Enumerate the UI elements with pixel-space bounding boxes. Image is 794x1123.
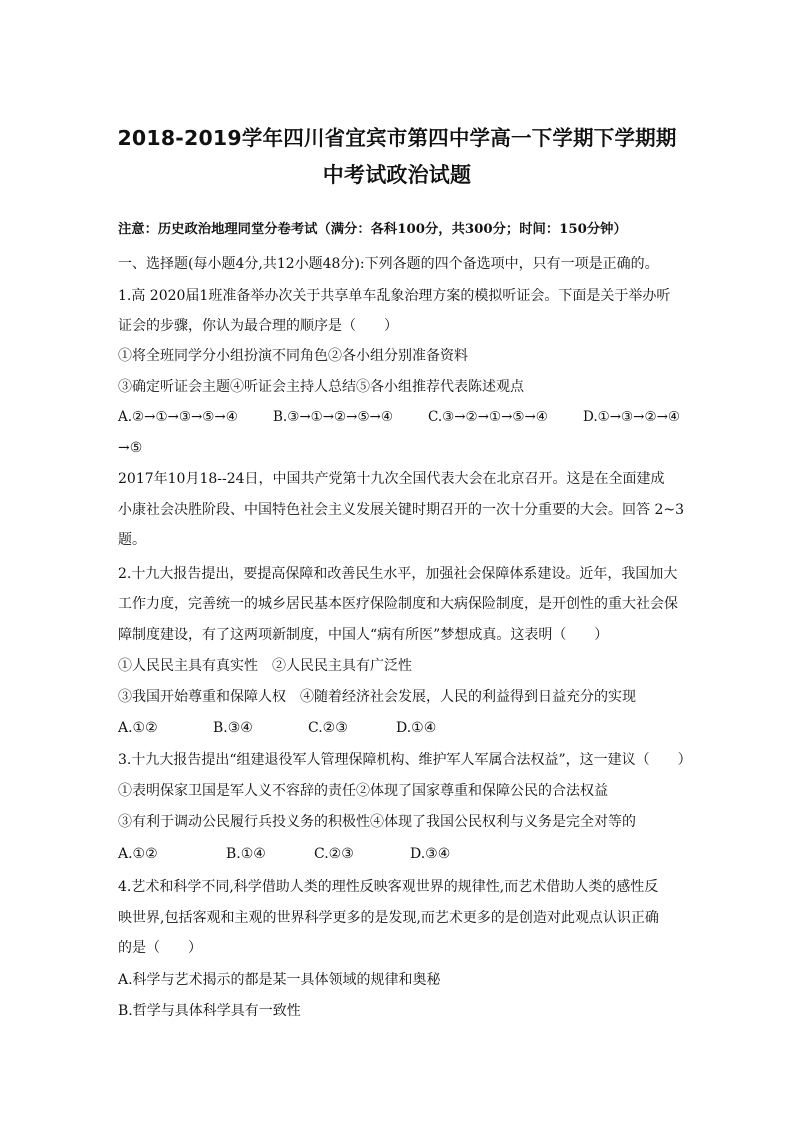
q4-stem-line-1: 4.艺术和科学不同,科学借助人类的理性反映客观世界的规律性,而艺术借助人类的感性反 (118, 879, 659, 895)
page-title-line-2: 中考试政治试题 (322, 163, 472, 187)
q1-item-line-1: ①将全班同学分小组扮演不同角色②各小组分别准备资料 (118, 348, 468, 364)
passage-line-1: 2017年10月18--24日，中国共产党第十九次全国代表大会在北京召开。这是在全面建成 (118, 471, 665, 487)
q3-item-line-1: ①表明保家卫国是军人义不容辞的责任②体现了国家尊重和保障公民的合法权益 (118, 783, 608, 799)
q2-stem-line-2: 工作力度，完善统一的城乡居民基本医疗保险制度和大病保险制度，是开创性的重大社会保 (118, 596, 678, 612)
q1-stem-line-2: 证会的步骤，你认为最合理的顺序是（ ） (118, 318, 398, 334)
q3-option-a: A.①② (118, 846, 158, 862)
q3-option-c: C.②③ (314, 846, 354, 862)
q4-stem-line-2: 映世界,包括客观和主观的世界科学更多的是发现,而艺术更多的是创造对此观点认识正确 (118, 910, 659, 926)
q4-option-a: A.科学与艺术揭示的都是某一具体领域的规律和奥秘 (118, 972, 441, 988)
q1-options (118, 407, 700, 427)
q1-option-a: A.②→①→③→⑤→④ (118, 409, 238, 425)
q1-option-wrap: →⑤ (118, 440, 143, 456)
passage-line-3: 题。 (118, 532, 146, 548)
q1-option-b: B.③→①→②→⑤→④ (273, 409, 393, 425)
exam-note: 注意：历史政治地理同堂分卷考试（满分：各科100分，共300分；时间：150分钟） (118, 222, 627, 237)
q2-option-b: B.③④ (213, 720, 253, 736)
q1-option-c: C.③→②→①→⑤→④ (428, 409, 548, 425)
q2-option-a: A.①② (118, 720, 158, 736)
q1-item-line-2: ③确定听证会主题④听证会主持人总结⑤各小组推荐代表陈述观点 (118, 379, 524, 395)
q4-stem-line-3: 的是（ ） (118, 940, 202, 956)
q3-option-b: B.①④ (226, 846, 266, 862)
q1-option-d: D.①→③→②→④ (583, 409, 680, 425)
q3-option-d: D.③④ (410, 846, 451, 862)
q3-stem-line-1: 3.十九大报告提出“组建退役军人管理保障机构、维护军人军属合法权益”，这一建议（ ） (118, 752, 692, 768)
q3-item-line-2: ③有利于调动公民履行兵投义务的积极性④体现了我国公民权利与义务是完全对等的 (118, 814, 636, 830)
q2-item-line-2: ③我国开始尊重和保障人权 ④随着经济社会发展，人民的利益得到日益充分的实现 (118, 689, 636, 705)
q2-stem-line-1: 2.十九大报告提出，要提高保障和改善民生水平，加强社会保障体系建设。近年，我国加大 (118, 566, 678, 582)
passage-line-2: 小康社会决胜阶段、中国特色社会主义发展关键时期召开的一次十分重要的大会。回答 2~3 (118, 502, 684, 518)
section-header: 一、选择题(每小题4分,共12小题48分):下列各题的四个备选项中，只有一项是正确的。 (118, 256, 659, 272)
page-title-line-1: 2018-2019学年四川省宜宾市第四中学高一下学期下学期期 (117, 126, 677, 150)
q2-stem-line-3: 障制度建设，有了这两项新制度，中国人“病有所医”梦想成真。这表明（ ） (118, 627, 609, 643)
q3-options (118, 844, 700, 864)
q4-option-b: B.哲学与具体科学具有一致性 (118, 1003, 301, 1019)
q2-option-d: D.①④ (396, 720, 437, 736)
q2-options (118, 718, 700, 738)
q2-option-c: C.②③ (308, 720, 348, 736)
q2-item-line-1: ①人民民主具有真实性 ②人民民主具有广泛性 (118, 658, 412, 674)
q1-stem-line-1: 1.高 2020届1班准备举办次关于共享单车乱象治理方案的模拟听证会。下面是关于举办听 (118, 288, 671, 304)
